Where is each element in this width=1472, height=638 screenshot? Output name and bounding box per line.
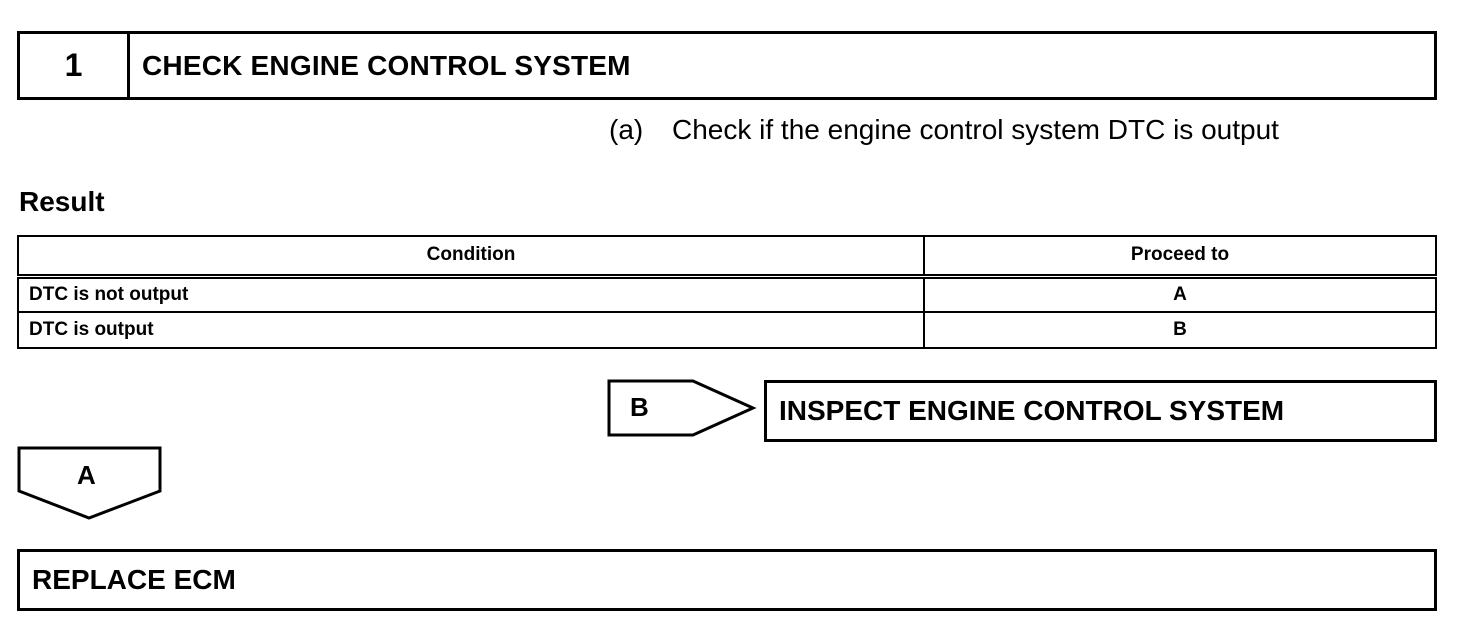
condition-cell: DTC is output [18, 312, 924, 348]
table-row [18, 312, 1436, 348]
table-header-row [18, 236, 1436, 276]
condition-cell: DTC is not output [18, 276, 924, 312]
proceed-cell: B [924, 312, 1436, 348]
step-title: CHECK ENGINE CONTROL SYSTEM [142, 49, 631, 81]
proceed-cell: A [924, 276, 1436, 312]
branch-a-label: A [77, 460, 96, 490]
result-table [17, 235, 1437, 349]
substep-text: Check if the engine control system DTC is output [672, 114, 1279, 145]
column-header-proceed: Proceed to [924, 236, 1436, 276]
column-header-condition: Condition [18, 236, 924, 276]
result-heading: Result [19, 186, 105, 217]
table-row [18, 276, 1436, 312]
substep-marker: (a) [609, 114, 644, 145]
step-number: 1 [20, 34, 130, 97]
replace-action-box: REPLACE ECM [17, 549, 1437, 611]
inspect-action-box: INSPECT ENGINE CONTROL SYSTEM [764, 380, 1437, 442]
step-header [17, 31, 1437, 100]
branch-b-label: B [630, 392, 649, 422]
substep [609, 114, 1279, 146]
